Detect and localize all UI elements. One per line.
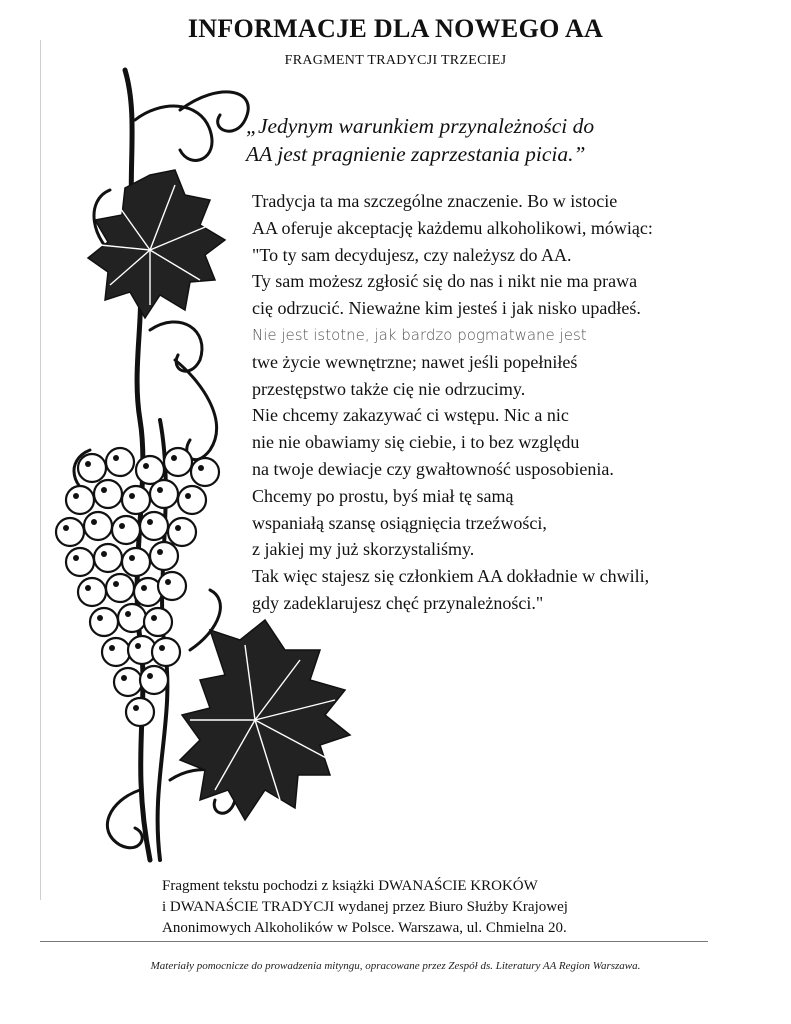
quote-line: AA jest pragnienie zaprzestania picia.” — [246, 142, 586, 166]
body-line: Chcemy po prostu, byś miał tę samą — [252, 485, 514, 506]
grape-highlight — [73, 555, 79, 561]
grape-berry — [122, 548, 150, 576]
grape-highlight — [159, 645, 165, 651]
grape-highlight — [101, 551, 107, 557]
source-credit — [162, 876, 568, 939]
grape-berry — [78, 454, 106, 482]
tradition-quote — [246, 112, 594, 168]
body-line: wspaniałą szansę osiągnięcia trzeźwości, — [252, 512, 547, 533]
body-line: przestępstwo także cię nie odrzucimy. — [252, 378, 526, 399]
grape-highlight — [97, 615, 103, 621]
grape-highlight — [133, 705, 139, 711]
grape-highlight — [175, 525, 181, 531]
grape-highlight — [171, 455, 177, 461]
grape-highlight — [151, 615, 157, 621]
grape-highlight — [113, 581, 119, 587]
grape-highlight — [73, 493, 79, 499]
credit-line: Fragment tekstu pochodzi z książki DWANAŚCIE KROKÓW — [162, 878, 538, 894]
grape-highlight — [113, 455, 119, 461]
page-subtitle: FRAGMENT TRADYCJI TRZECIEJ — [284, 53, 507, 68]
grape-berry — [144, 608, 172, 636]
grape-berry — [112, 516, 140, 544]
body-line: Tak więc stajesz się członkiem AA dokładnie w chwili, — [252, 566, 650, 587]
grape-berry — [106, 448, 134, 476]
grape-berry — [168, 518, 196, 546]
grape-highlight — [147, 519, 153, 525]
body-line: gdy zadeklarujesz chęć przynależności." — [252, 592, 544, 613]
grape-berry — [158, 572, 186, 600]
grape-highlight — [101, 487, 107, 493]
grape-berry — [140, 666, 168, 694]
grape-highlight — [198, 465, 204, 471]
credit-line: Anonimowych Alkoholików w Polsce. Warszawa, ul. Chmielna 20. — [162, 920, 567, 936]
body-line: AA oferuje akceptację każdemu alkoholikowi, mówiąc: — [252, 217, 653, 238]
body-line: na twoje dewiacje czy gwałtowność usposobienia. — [252, 458, 614, 479]
grape-berry — [150, 542, 178, 570]
grape-highlight — [185, 493, 191, 499]
body-line: nie nie obawiamy się ciebie, i to bez względu — [252, 432, 580, 453]
grape-berry — [118, 604, 146, 632]
grape-berry — [178, 486, 206, 514]
body-line: z jakiej my już skorzystaliśmy. — [252, 539, 475, 560]
grape-highlight — [91, 519, 97, 525]
grape-highlight — [85, 585, 91, 591]
page-footer: Materiały pomocnicze do prowadzenia mityngu, opracowane przez Zespół ds. Literatury AA Region Warszawa. — [150, 960, 641, 972]
grape-highlight — [143, 463, 149, 469]
footer-divider — [40, 941, 708, 942]
grape-berry — [152, 638, 180, 666]
grape-berry — [191, 458, 219, 486]
grape-berry — [66, 486, 94, 514]
grape-berry — [84, 512, 112, 540]
body-line: Nie chcemy zakazywać ci wstępu. Nic a nic — [252, 405, 569, 426]
grape-highlight — [121, 675, 127, 681]
page-title: INFORMACJE DLA NOWEGO AA — [187, 14, 604, 43]
body-line: cię odrzucić. Nieważne kim jesteś i jak nisko upadłeś. — [252, 298, 641, 319]
grape-berry — [106, 574, 134, 602]
quote-line: „Jedynym warunkiem przynależności do — [246, 114, 595, 138]
grape-highlight — [129, 493, 135, 499]
body-line: "To ty sam decydujesz, czy należysz do AA. — [252, 244, 572, 265]
grape-highlight — [109, 645, 115, 651]
grape-highlight — [85, 461, 91, 467]
grape-berry — [164, 448, 192, 476]
grape-berry — [150, 480, 178, 508]
grape-berry — [102, 638, 130, 666]
body-line: twe życie wewnętrzne; nawet jeśli popełniłeś — [252, 351, 578, 372]
grape-berry — [90, 608, 118, 636]
grape-highlight — [63, 525, 69, 531]
grape-berry — [78, 578, 106, 606]
grape-berry — [122, 486, 150, 514]
body-line: Ty sam możesz zgłosić się do nas i nikt nie ma prawa — [252, 271, 638, 292]
grape-highlight — [157, 487, 163, 493]
grape-berry — [94, 544, 122, 572]
grape-highlight — [135, 643, 141, 649]
grape-highlight — [119, 523, 125, 529]
tradition-body — [252, 188, 653, 617]
grape-highlight — [125, 611, 131, 617]
body-line: Tradycja ta ma szczególne znaczenie. Bo w istocie — [252, 191, 618, 211]
grape-berry — [126, 698, 154, 726]
grape-berry — [94, 480, 122, 508]
grape-berry — [114, 668, 142, 696]
grape-berry — [66, 548, 94, 576]
grape-berry — [140, 512, 168, 540]
grape-highlight — [157, 549, 163, 555]
grape-highlight — [147, 673, 153, 679]
grape-highlight — [129, 555, 135, 561]
grape-highlight — [141, 585, 147, 591]
grape-highlight — [165, 579, 171, 585]
grape-berry — [56, 518, 84, 546]
credit-line: i DWANAŚCIE TRADYCJI wydanej przez Biuro Służby Krajowej — [162, 899, 568, 915]
body-line: Nie jest istotne, jak bardzo pogmatwane jest — [252, 325, 587, 344]
